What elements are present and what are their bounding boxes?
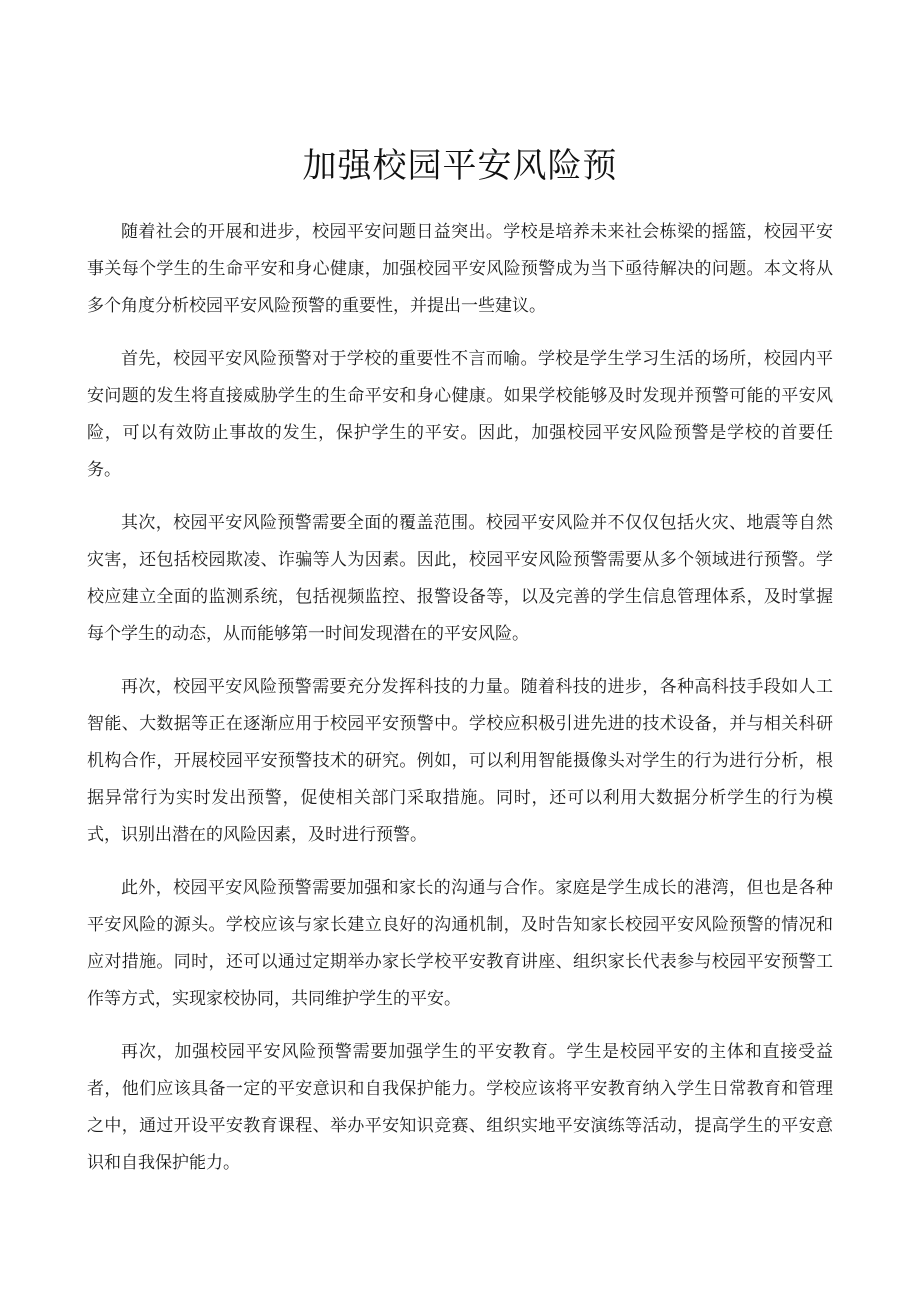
paragraph-4: 再次，校园平安风险预警需要充分发挥科技的力量。随着科技的进步，各种高科技手段如人工智能、大数据等正在逐渐应用于校园平安预警中。学校应积极引进先进的技术设备，并与相关科研机构合作，开展校园平安预警技术的研究。例如，可以利用智能摄像头对学生的行为进行分析，根据异常行为实时发出预警，促使相关部门采取措施。同时，还可以利用大数据分析学生的行为模式，识别出潜在的风险因素，及时进行预警。 [87,677,833,845]
document-title: 加强校园平安风险预 [302,146,618,186]
paragraph-1: 随着社会的开展和进步，校园平安问题日益突出。学校是培养未来社会栋梁的摇篮，校园平安事关每个学生的生命平安和身心健康，加强校园平安风险预警成为当下亟待解决的问题。本文将从多个角度分析校园平安风险预警的重要性，并提出一些建议。 [87,222,833,316]
document-body [87,214,833,1182]
paragraph-5: 此外，校园平安风险预警需要加强和家长的沟通与合作。家庭是学生成长的港湾，但也是各种平安风险的源头。学校应该与家长建立良好的沟通机制，及时告知家长校园平安风险预警的情况和应对措施。同时，还可以通过定期举办家长学校平安教育讲座、组织家长代表参与校园平安预警工作等方式，实现家校协同，共同维护学生的平安。 [87,878,833,1009]
paragraph-2: 首先，校园平安风险预警对于学校的重要性不言而喻。学校是学生学习生活的场所，校园内平安问题的发生将直接威胁学生的生命平安和身心健康。如果学校能够及时发现并预警可能的平安风险，可以有效防止事故的发生，保护学生的平安。因此，加强校园平安风险预警是学校的首要任务。 [87,349,833,480]
paragraph-6: 再次，加强校园平安风险预警需要加强学生的平安教育。学生是校园平安的主体和直接受益者，他们应该具备一定的平安意识和自我保护能力。学校应该将平安教育纳入学生日常教育和管理之中，通过开设平安教育课程、举办平安知识竞赛、组织实地平安演练等活动，提高学生的平安意识和自我保护能力。 [87,1042,833,1173]
paragraph-3: 其次，校园平安风险预警需要全面的覆盖范围。校园平安风险并不仅仅包括火灾、地震等自然灾害，还包括校园欺凌、诈骗等人为因素。因此，校园平安风险预警需要从多个领域进行预警。学校应建立全面的监测系统，包括视频监控、报警设备等，以及完善的学生信息管理体系，及时掌握每个学生的动态，从而能够第一时间发现潜在的平安风险。 [87,513,833,644]
